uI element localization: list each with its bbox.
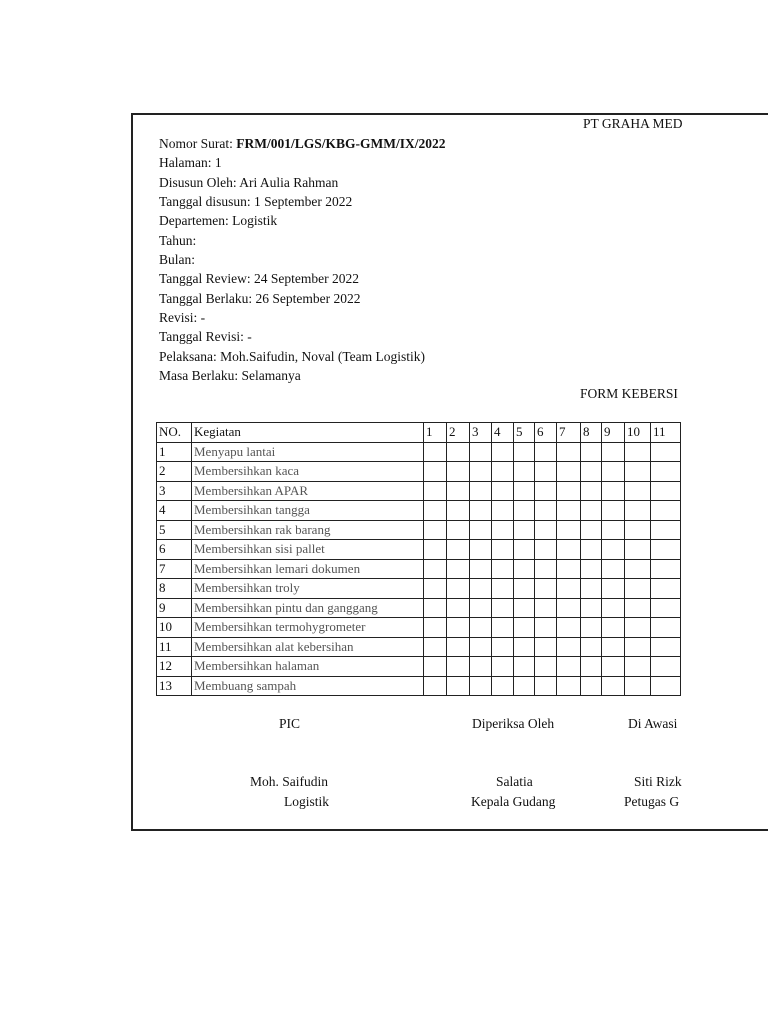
table-body <box>157 442 681 696</box>
check-cell[interactable] <box>470 520 492 540</box>
row-number: 6 <box>157 540 192 560</box>
check-cell[interactable] <box>557 598 581 618</box>
check-cell[interactable] <box>625 618 651 638</box>
table-header-row <box>157 423 681 443</box>
document-info <box>159 134 446 385</box>
check-cell[interactable] <box>470 579 492 599</box>
check-cell[interactable] <box>424 637 447 657</box>
check-cell[interactable] <box>625 462 651 482</box>
check-cell[interactable] <box>470 442 492 462</box>
check-cell[interactable] <box>447 501 470 521</box>
check-cell[interactable] <box>602 657 625 677</box>
document-sheet <box>131 113 768 831</box>
halaman: Halaman: 1 <box>159 155 222 171</box>
diawasi-label: Di Awasi <box>628 716 678 731</box>
check-cell[interactable] <box>651 618 681 638</box>
check-cell[interactable] <box>514 481 535 501</box>
check-cell[interactable] <box>651 462 681 482</box>
table-row <box>157 481 681 501</box>
header-day-11: 11 <box>651 423 681 443</box>
check-cell[interactable] <box>602 442 625 462</box>
row-number: 7 <box>157 559 192 579</box>
check-cell[interactable] <box>651 559 681 579</box>
pic-role: Logistik <box>284 794 330 809</box>
check-cell[interactable] <box>651 520 681 540</box>
tanggal-berlaku: Tanggal Berlaku: 26 September 2022 <box>159 290 361 306</box>
check-cell[interactable] <box>424 676 447 696</box>
activity-cell: Membuang sampah <box>192 676 424 696</box>
check-cell[interactable] <box>492 481 514 501</box>
check-cell[interactable] <box>514 579 535 599</box>
check-cell[interactable] <box>492 579 514 599</box>
activity-cell: Membersihkan APAR <box>192 481 424 501</box>
check-cell[interactable] <box>535 618 557 638</box>
check-cell[interactable] <box>535 540 557 560</box>
header-kegiatan: Kegiatan <box>192 423 424 443</box>
check-cell[interactable] <box>470 657 492 677</box>
check-cell[interactable] <box>514 540 535 560</box>
check-cell[interactable] <box>470 501 492 521</box>
table-row <box>157 520 681 540</box>
row-number: 5 <box>157 520 192 540</box>
check-cell[interactable] <box>492 559 514 579</box>
masa-berlaku: Masa Berlaku: Selamanya <box>159 368 301 384</box>
check-cell[interactable] <box>424 598 447 618</box>
diperiksa-label: Diperiksa Oleh <box>472 716 555 731</box>
check-cell[interactable] <box>535 559 557 579</box>
pic-name: Moh. Saifudin <box>250 774 329 789</box>
check-cell[interactable] <box>424 520 447 540</box>
check-cell[interactable] <box>424 462 447 482</box>
check-cell[interactable] <box>447 618 470 638</box>
check-cell[interactable] <box>651 481 681 501</box>
check-cell[interactable] <box>492 676 514 696</box>
header-day-4: 4 <box>492 423 514 443</box>
check-cell[interactable] <box>424 481 447 501</box>
nomor-surat <box>159 134 446 153</box>
check-cell[interactable] <box>514 520 535 540</box>
checklist-table <box>156 422 681 696</box>
check-cell[interactable] <box>514 676 535 696</box>
header-day-6: 6 <box>535 423 557 443</box>
check-cell[interactable] <box>651 540 681 560</box>
check-cell[interactable] <box>581 579 602 599</box>
check-cell[interactable] <box>602 598 625 618</box>
check-cell[interactable] <box>602 618 625 638</box>
check-cell[interactable] <box>625 540 651 560</box>
check-cell[interactable] <box>424 559 447 579</box>
diawasi-name: Siti Rizk <box>634 774 682 789</box>
check-cell[interactable] <box>581 540 602 560</box>
table-row <box>157 559 681 579</box>
check-cell[interactable] <box>535 579 557 599</box>
check-cell[interactable] <box>424 618 447 638</box>
check-cell[interactable] <box>492 618 514 638</box>
check-cell[interactable] <box>557 559 581 579</box>
check-cell[interactable] <box>602 481 625 501</box>
table-row <box>157 657 681 677</box>
table-row <box>157 501 681 521</box>
check-cell[interactable] <box>470 598 492 618</box>
form-title: FORM KEBERSI <box>580 386 678 401</box>
row-number: 12 <box>157 657 192 677</box>
diperiksa-name: Salatia <box>496 774 533 789</box>
check-cell[interactable] <box>424 442 447 462</box>
check-cell[interactable] <box>651 579 681 599</box>
row-number: 2 <box>157 462 192 482</box>
activity-cell: Membersihkan lemari dokumen <box>192 559 424 579</box>
check-cell[interactable] <box>557 618 581 638</box>
check-cell[interactable] <box>470 540 492 560</box>
check-cell[interactable] <box>557 579 581 599</box>
table-row <box>157 579 681 599</box>
check-cell[interactable] <box>625 579 651 599</box>
check-cell[interactable] <box>535 520 557 540</box>
check-cell[interactable] <box>492 540 514 560</box>
pelaksana: Pelaksana: Moh.Saifudin, Noval (Team Logistik) <box>159 348 426 364</box>
check-cell[interactable] <box>447 676 470 696</box>
check-cell[interactable] <box>514 598 535 618</box>
activity-cell: Membersihkan sisi pallet <box>192 540 424 560</box>
check-cell[interactable] <box>557 676 581 696</box>
check-cell[interactable] <box>581 676 602 696</box>
activity-cell: Membersihkan rak barang <box>192 520 424 540</box>
check-cell[interactable] <box>625 676 651 696</box>
check-cell[interactable] <box>514 442 535 462</box>
departemen: Departemen: Logistik <box>159 213 278 229</box>
row-number: 8 <box>157 579 192 599</box>
check-cell[interactable] <box>535 637 557 657</box>
diperiksa-role: Kepala Gudang <box>471 794 556 809</box>
header-day-1: 1 <box>424 423 447 443</box>
check-cell[interactable] <box>470 462 492 482</box>
check-cell[interactable] <box>447 579 470 599</box>
check-cell[interactable] <box>581 637 602 657</box>
check-cell[interactable] <box>514 618 535 638</box>
check-cell[interactable] <box>581 501 602 521</box>
check-cell[interactable] <box>557 637 581 657</box>
check-cell[interactable] <box>492 442 514 462</box>
check-cell[interactable] <box>625 657 651 677</box>
check-cell[interactable] <box>602 540 625 560</box>
row-number: 10 <box>157 618 192 638</box>
check-cell[interactable] <box>424 501 447 521</box>
check-cell[interactable] <box>447 657 470 677</box>
check-cell[interactable] <box>447 637 470 657</box>
check-cell[interactable] <box>424 540 447 560</box>
check-cell[interactable] <box>581 559 602 579</box>
check-cell[interactable] <box>557 481 581 501</box>
activity-cell: Membersihkan tangga <box>192 501 424 521</box>
tanggal-review: Tanggal Review: 24 September 2022 <box>159 271 360 287</box>
check-cell[interactable] <box>424 657 447 677</box>
header-day-9: 9 <box>602 423 625 443</box>
table-row <box>157 637 681 657</box>
bulan: Bulan: <box>159 252 195 268</box>
check-cell[interactable] <box>447 540 470 560</box>
activity-cell: Membersihkan kaca <box>192 462 424 482</box>
check-cell[interactable] <box>514 559 535 579</box>
check-cell[interactable] <box>651 598 681 618</box>
header-day-8: 8 <box>581 423 602 443</box>
activity-cell: Membersihkan troly <box>192 579 424 599</box>
check-cell[interactable] <box>581 520 602 540</box>
table-row <box>157 618 681 638</box>
nomor-surat-value: FRM/001/LGS/KBG-GMM/IX/2022 <box>236 136 446 151</box>
row-number: 4 <box>157 501 192 521</box>
check-cell[interactable] <box>557 657 581 677</box>
check-cell[interactable] <box>514 657 535 677</box>
check-cell[interactable] <box>470 637 492 657</box>
check-cell[interactable] <box>535 657 557 677</box>
check-cell[interactable] <box>557 442 581 462</box>
check-cell[interactable] <box>535 501 557 521</box>
disusun-oleh: Disusun Oleh: Ari Aulia Rahman <box>159 174 339 190</box>
check-cell[interactable] <box>651 676 681 696</box>
check-cell[interactable] <box>581 442 602 462</box>
check-cell[interactable] <box>447 442 470 462</box>
header-no: NO. <box>157 423 192 443</box>
check-cell[interactable] <box>557 501 581 521</box>
activity-cell: Membersihkan halaman <box>192 657 424 677</box>
check-cell[interactable] <box>514 637 535 657</box>
check-cell[interactable] <box>602 637 625 657</box>
header-day-7: 7 <box>557 423 581 443</box>
check-cell[interactable] <box>625 501 651 521</box>
table-row <box>157 540 681 560</box>
check-cell[interactable] <box>602 559 625 579</box>
check-cell[interactable] <box>492 520 514 540</box>
check-cell[interactable] <box>492 462 514 482</box>
activity-cell: Membersihkan pintu dan ganggang <box>192 598 424 618</box>
check-cell[interactable] <box>651 637 681 657</box>
check-cell[interactable] <box>470 618 492 638</box>
table-row <box>157 598 681 618</box>
check-cell[interactable] <box>625 481 651 501</box>
check-cell[interactable] <box>602 501 625 521</box>
tanggal-revisi: Tanggal Revisi: - <box>159 329 252 345</box>
check-cell[interactable] <box>535 462 557 482</box>
check-cell[interactable] <box>602 676 625 696</box>
check-cell[interactable] <box>492 501 514 521</box>
check-cell[interactable] <box>447 520 470 540</box>
check-cell[interactable] <box>514 501 535 521</box>
check-cell[interactable] <box>535 598 557 618</box>
check-cell[interactable] <box>581 462 602 482</box>
row-number: 9 <box>157 598 192 618</box>
activity-cell: Menyapu lantai <box>192 442 424 462</box>
revisi: Revisi: - <box>159 310 206 326</box>
header-day-10: 10 <box>625 423 651 443</box>
pic-label: PIC <box>279 716 301 731</box>
check-cell[interactable] <box>625 442 651 462</box>
table-row <box>157 462 681 482</box>
check-cell[interactable] <box>651 657 681 677</box>
check-cell[interactable] <box>535 442 557 462</box>
activity-cell: Membersihkan alat kebersihan <box>192 637 424 657</box>
table-row <box>157 676 681 696</box>
activity-cell: Membersihkan termohygrometer <box>192 618 424 638</box>
check-cell[interactable] <box>470 559 492 579</box>
row-number: 3 <box>157 481 192 501</box>
tahun: Tahun: <box>159 232 197 248</box>
nomor-surat-label: Nomor Surat: <box>159 136 237 151</box>
check-cell[interactable] <box>557 520 581 540</box>
check-cell[interactable] <box>581 598 602 618</box>
check-cell[interactable] <box>447 598 470 618</box>
check-cell[interactable] <box>447 462 470 482</box>
check-cell[interactable] <box>581 618 602 638</box>
header-day-3: 3 <box>470 423 492 443</box>
check-cell[interactable] <box>602 520 625 540</box>
check-cell[interactable] <box>492 637 514 657</box>
check-cell[interactable] <box>535 676 557 696</box>
check-cell[interactable] <box>470 481 492 501</box>
check-cell[interactable] <box>492 657 514 677</box>
check-cell[interactable] <box>581 481 602 501</box>
check-cell[interactable] <box>557 540 581 560</box>
row-number: 11 <box>157 637 192 657</box>
check-cell[interactable] <box>625 637 651 657</box>
check-cell[interactable] <box>602 579 625 599</box>
check-cell[interactable] <box>447 559 470 579</box>
check-cell[interactable] <box>447 481 470 501</box>
row-number: 1 <box>157 442 192 462</box>
diawasi-role: Petugas G <box>624 794 680 809</box>
check-cell[interactable] <box>557 462 581 482</box>
check-cell[interactable] <box>492 598 514 618</box>
check-cell[interactable] <box>535 481 557 501</box>
check-cell[interactable] <box>651 442 681 462</box>
row-number: 13 <box>157 676 192 696</box>
header-day-5: 5 <box>514 423 535 443</box>
check-cell[interactable] <box>651 501 681 521</box>
check-cell[interactable] <box>514 462 535 482</box>
check-cell[interactable] <box>581 657 602 677</box>
check-cell[interactable] <box>424 579 447 599</box>
company-name: PT GRAHA MED <box>583 116 683 131</box>
tanggal-disusun: Tanggal disusun: 1 September 2022 <box>159 194 353 210</box>
check-cell[interactable] <box>602 462 625 482</box>
check-cell[interactable] <box>625 520 651 540</box>
check-cell[interactable] <box>625 598 651 618</box>
check-cell[interactable] <box>625 559 651 579</box>
table-row <box>157 442 681 462</box>
header-day-2: 2 <box>447 423 470 443</box>
check-cell[interactable] <box>470 676 492 696</box>
